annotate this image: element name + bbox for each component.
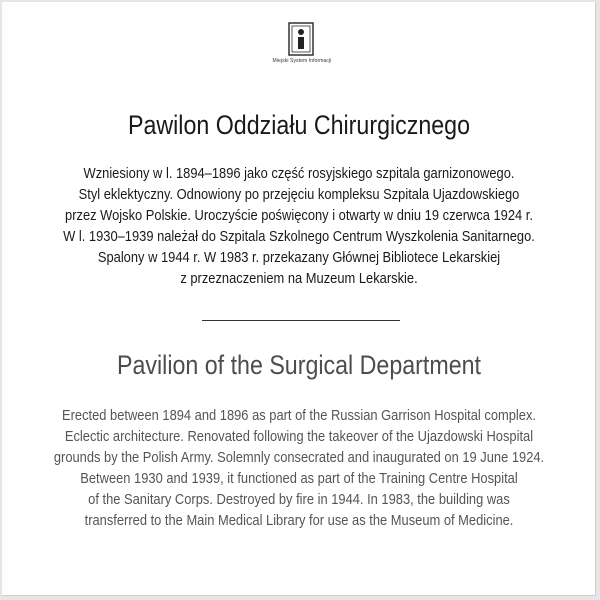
- english-description-line: Erected between 1894 and 1896 as part of the Russian Garrison Hospital complex.: [62, 407, 536, 424]
- polish-description-line: z przeznaczeniem na Muzeum Lekarskie.: [180, 270, 418, 287]
- english-description: [44, 405, 555, 531]
- english-description-line: Eclectic architecture. Renovated following the takeover of the Ujazdowski Hospital: [64, 428, 534, 445]
- english-description-line: Between 1930 and 1939, it functioned as part of the Training Centre Hospital: [80, 470, 518, 487]
- info-i-icon: [288, 22, 314, 56]
- polish-description-line: Spalony w 1944 r. W 1983 r. przekazany Głównej Bibliotece Lekarskiej: [97, 249, 501, 266]
- polish-description-line: W l. 1930–1939 należał do Szpitala Szkolnego Centrum Wyszkolenia Sanitarnego.: [63, 228, 535, 245]
- english-description-line: transferred to the Main Medical Library for use as the Museum of Medicine.: [84, 512, 514, 529]
- english-description-line: grounds by the Polish Army. Solemnly consecrated and inaugurated on 19 June 1924.: [53, 449, 545, 466]
- polish-description-line: Wzniesiony w l. 1894–1896 jako część rosyjskiego szpitala garnizonowego.: [83, 165, 515, 182]
- polish-description-line: Styl eklektyczny. Odnowiony po przejęciu kompleksu Szpitala Ujazdowskiego: [78, 186, 520, 203]
- polish-description: [44, 163, 555, 289]
- english-title: Pavilion of the Surgical Department: [117, 350, 481, 380]
- polish-description-line: przez Wojsko Polskie. Uroczyście poświęcony i otwarty w dniu 19 czerwca 1924 r.: [65, 207, 533, 224]
- city-information-system-logo: [281, 22, 321, 62]
- section-divider: [202, 320, 400, 321]
- logo-caption: Miejski System Informacji: [272, 58, 332, 64]
- information-plaque: [2, 2, 596, 596]
- english-description-line: of the Sanitary Corps. Destroyed by fire in 1944. In 1983, the building was: [88, 491, 510, 508]
- polish-title: Pawilon Oddziału Chirurgicznego: [127, 110, 471, 140]
